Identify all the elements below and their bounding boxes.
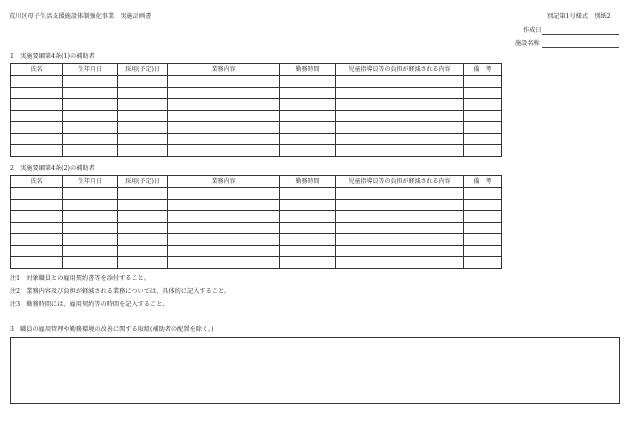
table-cell[interactable] [63, 122, 118, 134]
created-date-label: 作成日 [523, 27, 542, 34]
table-cell[interactable] [168, 245, 280, 257]
table-header-row [11, 176, 502, 188]
table-cell[interactable] [280, 133, 336, 145]
table-cell[interactable] [168, 145, 280, 157]
table-cell[interactable] [11, 76, 63, 88]
table-row [11, 122, 502, 134]
table-cell[interactable] [118, 188, 168, 200]
table-cell[interactable] [464, 76, 502, 88]
form-number: 別記第1号様式 別紙2 [547, 13, 611, 20]
table-cell[interactable] [168, 222, 280, 234]
table-cell[interactable] [168, 110, 280, 122]
table-cell[interactable] [63, 145, 118, 157]
table-cell[interactable] [168, 188, 280, 200]
table-cell[interactable] [168, 76, 280, 88]
table-row [11, 110, 502, 122]
table-cell[interactable] [464, 99, 502, 111]
table-cell[interactable] [168, 234, 280, 246]
table-cell[interactable] [11, 87, 63, 99]
table-cell[interactable] [280, 245, 336, 257]
table-cell[interactable] [280, 234, 336, 246]
table-cell[interactable] [336, 87, 464, 99]
facility-name-label: 施設名称 [515, 40, 540, 47]
table-cell[interactable] [63, 245, 118, 257]
table-cell[interactable] [464, 87, 502, 99]
column-header-burden-reduction: 児童指導員等の負担が軽減される内容 [336, 176, 464, 188]
table-cell[interactable] [118, 222, 168, 234]
table-cell[interactable] [336, 211, 464, 223]
table-cell[interactable] [168, 133, 280, 145]
table-cell[interactable] [11, 222, 63, 234]
table-cell[interactable] [63, 211, 118, 223]
facility-name-field[interactable] [542, 47, 619, 48]
table-row [11, 222, 502, 234]
table-cell[interactable] [118, 110, 168, 122]
table-cell[interactable] [336, 199, 464, 211]
table-cell[interactable] [336, 188, 464, 200]
table-cell[interactable] [63, 188, 118, 200]
table-cell[interactable] [11, 245, 63, 257]
table-cell[interactable] [118, 245, 168, 257]
table-cell[interactable] [464, 245, 502, 257]
table-cell[interactable] [280, 76, 336, 88]
table-cell[interactable] [11, 234, 63, 246]
table-cell[interactable] [464, 122, 502, 134]
table-cell[interactable] [11, 188, 63, 200]
table-cell[interactable] [336, 145, 464, 157]
table-cell[interactable] [464, 110, 502, 122]
column-header-burden-reduction: 児童指導員等の負担が軽減される内容 [336, 64, 464, 76]
table-cell[interactable] [11, 145, 63, 157]
section1-heading: 1 実施要綱第4条(1)の補助者 [10, 53, 95, 60]
section3-heading: 3 職員の雇用管理や勤務環境の改善に関する取組(補助者の配置を除く。) [10, 326, 214, 333]
table-cell[interactable] [11, 211, 63, 223]
table-cell[interactable] [118, 145, 168, 157]
table-cell[interactable] [118, 122, 168, 134]
table-cell[interactable] [63, 76, 118, 88]
table-header-row [11, 64, 502, 76]
table-cell[interactable] [118, 87, 168, 99]
table-cell[interactable] [464, 257, 502, 269]
table-cell[interactable] [464, 133, 502, 145]
table-cell[interactable] [11, 122, 63, 134]
table-cell[interactable] [280, 199, 336, 211]
column-header-hire-date: 採用(予定)日 [118, 64, 168, 76]
table-row [11, 76, 502, 88]
table-cell[interactable] [280, 110, 336, 122]
table-cell[interactable] [464, 145, 502, 157]
table-cell[interactable] [118, 199, 168, 211]
table-row [11, 234, 502, 246]
created-date-field[interactable] [542, 34, 619, 35]
table-cell[interactable] [336, 133, 464, 145]
section2-heading: 2 実施要綱第4条(2)の補助者 [10, 165, 95, 172]
table-row [11, 257, 502, 269]
table-cell[interactable] [464, 211, 502, 223]
table-row [11, 188, 502, 200]
column-header-remarks: 備 考 [464, 176, 502, 188]
table-cell[interactable] [280, 257, 336, 269]
table-row [11, 199, 502, 211]
table-cell[interactable] [464, 222, 502, 234]
table-cell[interactable] [11, 257, 63, 269]
table-cell[interactable] [118, 257, 168, 269]
table-cell[interactable] [168, 87, 280, 99]
table-cell[interactable] [118, 234, 168, 246]
column-header-hire-date: 採用(予定)日 [118, 176, 168, 188]
table-cell[interactable] [63, 234, 118, 246]
table-cell[interactable] [11, 133, 63, 145]
table-cell[interactable] [336, 76, 464, 88]
column-header-duties: 業務内容 [168, 176, 280, 188]
table-cell[interactable] [280, 122, 336, 134]
table-cell[interactable] [280, 222, 336, 234]
table-cell[interactable] [63, 222, 118, 234]
table-row [11, 145, 502, 157]
table-cell[interactable] [336, 234, 464, 246]
table-cell[interactable] [464, 234, 502, 246]
table-cell[interactable] [168, 99, 280, 111]
note-3: 注3 勤務時間には、雇用契約等の時間を記入すること。 [10, 301, 169, 308]
table-cell[interactable] [168, 211, 280, 223]
column-header-work-hours: 勤務時間 [280, 176, 336, 188]
table-cell[interactable] [63, 110, 118, 122]
note-1: 注1 対象職員との雇用契約書等を添付すること。 [10, 275, 151, 282]
table-cell[interactable] [168, 122, 280, 134]
note-2: 注2 業務内容及び負担が軽減される業務については、具体的に記入すること。 [10, 288, 231, 295]
document-title: 荒川区母子生活支援施設体制強化事業 実施計画書 [9, 13, 152, 20]
table-cell[interactable] [11, 99, 63, 111]
table-cell[interactable] [63, 199, 118, 211]
table-row [11, 211, 502, 223]
table-cell[interactable] [63, 257, 118, 269]
table-row [11, 133, 502, 145]
table-cell[interactable] [118, 99, 168, 111]
column-header-work-hours: 勤務時間 [280, 64, 336, 76]
table-cell[interactable] [168, 199, 280, 211]
table-cell[interactable] [118, 76, 168, 88]
column-header-birthdate: 生年月日 [63, 64, 118, 76]
table-cell[interactable] [336, 99, 464, 111]
table-cell[interactable] [118, 211, 168, 223]
section1-table [10, 63, 502, 157]
table-cell[interactable] [11, 110, 63, 122]
table-cell[interactable] [336, 110, 464, 122]
table-cell[interactable] [464, 188, 502, 200]
table-cell[interactable] [280, 188, 336, 200]
column-header-duties: 業務内容 [168, 64, 280, 76]
table-cell[interactable] [118, 133, 168, 145]
section3-textbox[interactable] [10, 337, 620, 404]
column-header-remarks: 備 考 [464, 64, 502, 76]
table-cell[interactable] [280, 145, 336, 157]
table-cell[interactable] [280, 87, 336, 99]
table-cell[interactable] [464, 199, 502, 211]
table-cell[interactable] [280, 211, 336, 223]
section2-table [10, 175, 502, 269]
table-row [11, 87, 502, 99]
table-cell[interactable] [63, 99, 118, 111]
table-cell[interactable] [336, 122, 464, 134]
table-cell[interactable] [336, 245, 464, 257]
table-cell[interactable] [336, 222, 464, 234]
table-cell[interactable] [11, 199, 63, 211]
column-header-name: 氏名 [11, 64, 63, 76]
table-row [11, 245, 502, 257]
table-cell[interactable] [63, 133, 118, 145]
table-cell[interactable] [336, 257, 464, 269]
column-header-name: 氏名 [11, 176, 63, 188]
table-cell[interactable] [168, 257, 280, 269]
column-header-birthdate: 生年月日 [63, 176, 118, 188]
table-cell[interactable] [280, 99, 336, 111]
table-row [11, 99, 502, 111]
table-cell[interactable] [63, 87, 118, 99]
